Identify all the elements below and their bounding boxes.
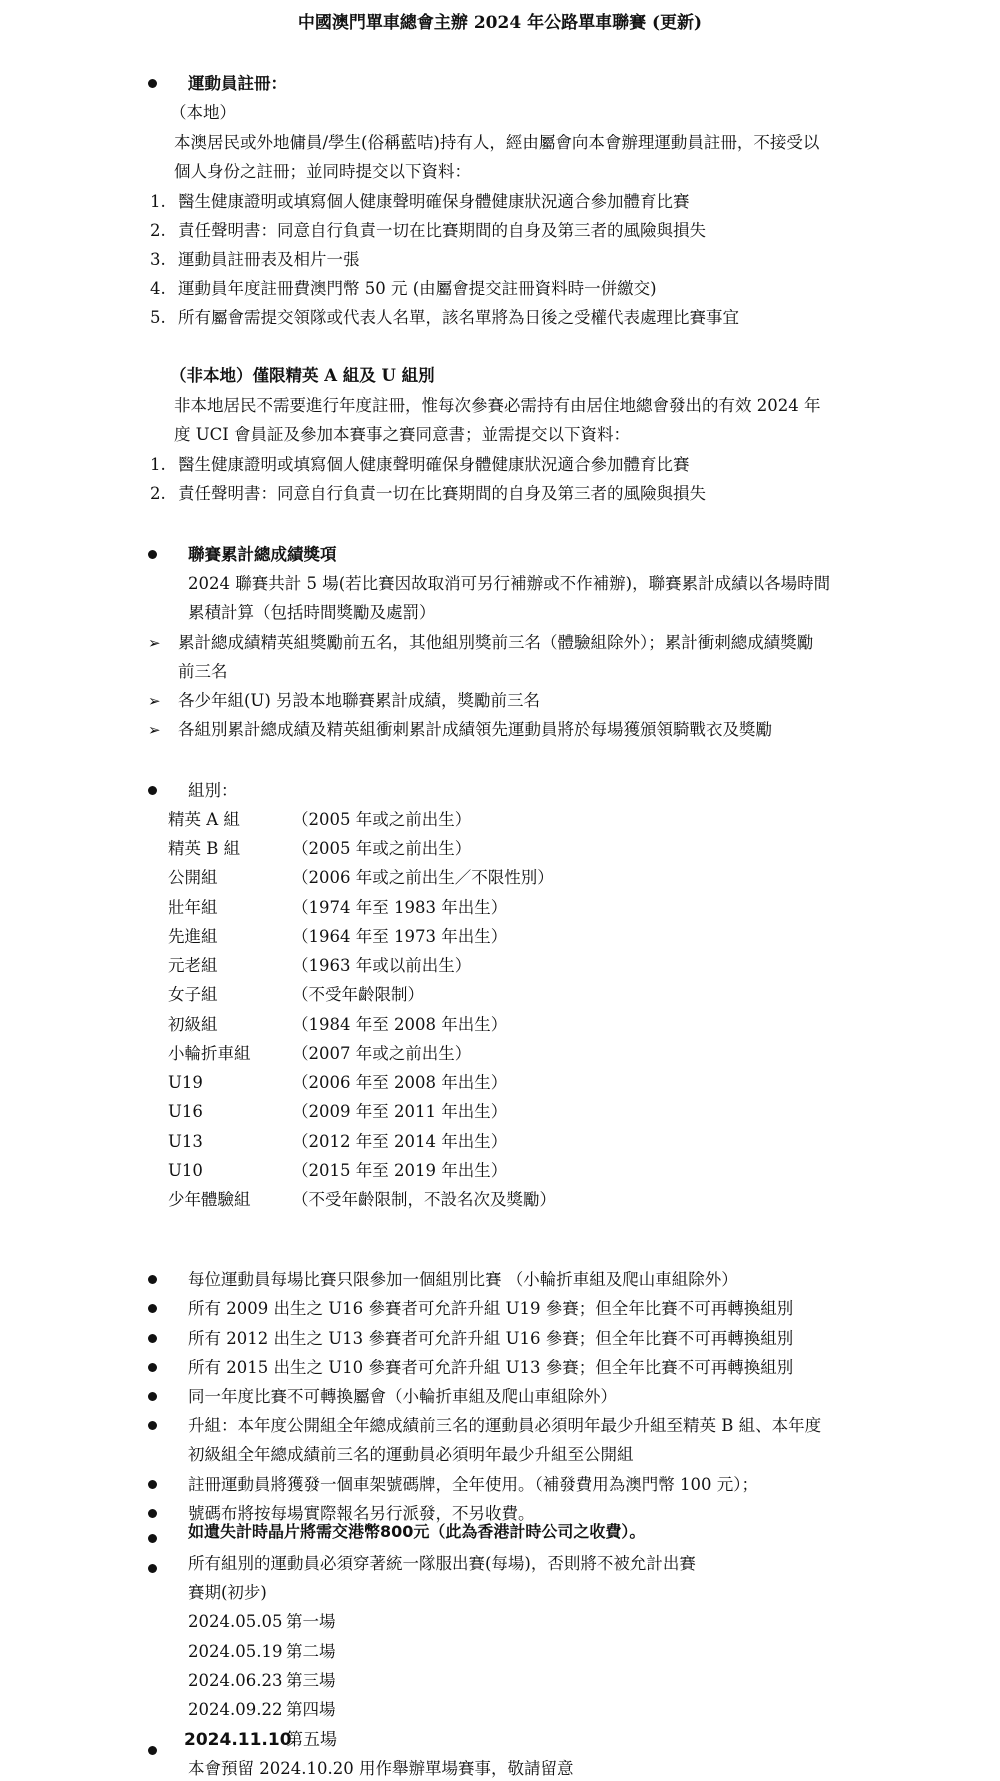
group-name: 初級組 bbox=[168, 1015, 218, 1034]
rule-5: 同一年度比賽不可轉換屬會（小輪折車組及爬山車組除外） bbox=[188, 1387, 617, 1406]
group-name: 元老組 bbox=[168, 956, 218, 975]
group-name: 先進組 bbox=[168, 927, 218, 946]
bullet-rule bbox=[148, 1534, 157, 1543]
registration-heading: 運動員註冊： bbox=[188, 74, 287, 93]
bullet-rule bbox=[148, 1363, 157, 1372]
arrow-icon: ➢ bbox=[148, 721, 161, 739]
race-name: 第五場 bbox=[286, 1730, 337, 1750]
rule-9: 如遺失計時晶片將需交港幣800元（此為香港計時公司之收費）。 bbox=[188, 1522, 646, 1541]
rule-8: 號碼布將按每場實際報名另行派發，不另收費。 bbox=[188, 1504, 535, 1523]
group-name: U16 bbox=[168, 1102, 203, 1121]
local-label: （本地） bbox=[170, 103, 236, 122]
rule-7: 註冊運動員將獲發一個車架號碼牌，全年使用。（補發費用為澳門幣 100 元）； bbox=[188, 1475, 758, 1494]
group-years: （2005 年或之前出生） bbox=[292, 810, 472, 829]
group-years: （2006 年至 2008 年出生） bbox=[292, 1073, 508, 1092]
bullet-rule bbox=[148, 1746, 157, 1755]
local-item-4-num: 4. bbox=[150, 279, 166, 298]
local-item-3-num: 3. bbox=[150, 250, 166, 269]
bullet-rule bbox=[148, 1421, 157, 1430]
bullet-rule bbox=[148, 1275, 157, 1284]
arrow-icon: ➢ bbox=[148, 692, 161, 710]
group-name: 女子組 bbox=[168, 985, 218, 1004]
group-years: （2012 年至 2014 年出生） bbox=[292, 1132, 508, 1151]
group-name: 精英 B 組 bbox=[168, 839, 241, 858]
rule-4: 所有 2015 出生之 U10 參賽者可允許升組 U13 參賽；但全年比賽不可再轉換組別 bbox=[188, 1358, 794, 1377]
schedule-note: 本會預留 2024.10.20 用作舉辦單場賽事，敬請留意 bbox=[188, 1759, 574, 1778]
bullet-rule bbox=[148, 1480, 157, 1489]
nonlocal-label: （非本地）僅限精英 A 組及 U 組別 bbox=[170, 366, 435, 385]
schedule-heading: 賽期(初步) bbox=[188, 1583, 267, 1602]
rule-2: 所有 2009 出生之 U16 參賽者可允許升組 U19 參賽；但全年比賽不可再轉換組別 bbox=[188, 1299, 794, 1318]
awards-point-1-line-2: 前三名 bbox=[178, 662, 228, 681]
local-item-1-num: 1. bbox=[150, 192, 166, 211]
bullet-registration bbox=[148, 79, 157, 88]
race-name: 第四場 bbox=[286, 1700, 336, 1719]
nonlocal-item-1-num: 1. bbox=[150, 455, 166, 474]
rule-3: 所有 2012 出生之 U13 參賽者可允許升組 U16 參賽；但全年比賽不可再轉換組別 bbox=[188, 1329, 794, 1348]
bullet-rule bbox=[148, 1304, 157, 1313]
nonlocal-item-2-num: 2. bbox=[150, 484, 166, 503]
page-title: 中國澳門單車總會主辦 2024 年公路單車聯賽 (更新) bbox=[297, 13, 703, 33]
awards-intro-line-2: 累積計算（包括時間獎勵及處罰） bbox=[188, 603, 436, 622]
arrow-icon: ➢ bbox=[148, 634, 161, 652]
group-years: （2009 年至 2011 年出生） bbox=[292, 1102, 508, 1121]
group-years: （2015 年至 2019 年出生） bbox=[292, 1161, 508, 1180]
group-name: 公開組 bbox=[168, 868, 218, 887]
group-name: 小輪折車組 bbox=[168, 1044, 251, 1063]
nonlocal-item-1: 醫生健康證明或填寫個人健康聲明確保身體健康狀況適合參加體育比賽 bbox=[178, 455, 690, 474]
group-years: （2006 年或之前出生／不限性別） bbox=[292, 868, 554, 887]
local-item-1: 醫生健康證明或填寫個人健康聲明確保身體健康狀況適合參加體育比賽 bbox=[178, 192, 690, 211]
rule-6-line-1: 升組：本年度公開組全年總成績前三名的運動員必須明年最少升組至精英 B 組、本年度 bbox=[188, 1416, 822, 1435]
awards-point-1-line-1: 累計總成績精英組獎勵前五名，其他組別獎前三名（體驗組除外）；累計衝刺總成績獎勵 bbox=[178, 633, 814, 652]
race-name: 第三場 bbox=[286, 1671, 336, 1690]
group-name: 壯年組 bbox=[168, 898, 218, 917]
bullet-groups bbox=[148, 786, 157, 795]
awards-heading: 聯賽累計總成績獎項 bbox=[188, 545, 337, 564]
group-name: U13 bbox=[168, 1132, 203, 1151]
group-name: U10 bbox=[168, 1161, 203, 1180]
awards-point-2: 各少年組(U) 另設本地聯賽累計成績，獎勵前三名 bbox=[178, 691, 541, 710]
local-item-2: 責任聲明書：同意自行負責一切在比賽期間的自身及第三者的風險與損失 bbox=[178, 221, 706, 240]
race-name: 第一場 bbox=[286, 1612, 336, 1631]
race-date: 2024.11.10 bbox=[184, 1730, 292, 1750]
groups-heading: 組別： bbox=[188, 781, 238, 800]
group-years: （2007 年或之前出生） bbox=[292, 1044, 472, 1063]
group-years: （2005 年或之前出生） bbox=[292, 839, 472, 858]
race-name: 第二場 bbox=[286, 1642, 336, 1661]
group-name: 精英 A 組 bbox=[168, 810, 240, 829]
nonlocal-intro-line-2: 度 UCI 會員証及參加本賽事之賽同意書；並需提交以下資料： bbox=[174, 425, 631, 444]
group-years: （1984 年至 2008 年出生） bbox=[292, 1015, 508, 1034]
local-intro-line-1: 本澳居民或外地傭員/學生(俗稱藍咭)持有人，經由屬會向本會辦理運動員註冊，不接受以 bbox=[174, 133, 820, 152]
local-item-4: 運動員年度註冊費澳門幣 50 元 (由屬會提交註冊資料時一併繳交) bbox=[178, 279, 657, 298]
local-intro-line-2: 個人身份之註冊；並同時提交以下資料： bbox=[174, 162, 471, 181]
rule-1: 每位運動員每場比賽只限參加一個組別比賽 （小輪折車組及爬山車組除外） bbox=[188, 1270, 738, 1289]
local-item-2-num: 2. bbox=[150, 221, 166, 240]
group-years: （1964 年至 1973 年出生） bbox=[292, 927, 508, 946]
race-date: 2024.06.23 bbox=[188, 1671, 283, 1690]
bullet-rule bbox=[148, 1564, 157, 1573]
race-date: 2024.05.05 bbox=[188, 1612, 283, 1631]
local-item-3: 運動員註冊表及相片一張 bbox=[178, 250, 360, 269]
nonlocal-item-2: 責任聲明書：同意自行負責一切在比賽期間的自身及第三者的風險與損失 bbox=[178, 484, 706, 503]
group-years: （不受年齡限制，不設名次及獎勵） bbox=[292, 1190, 556, 1209]
group-name: U19 bbox=[168, 1073, 203, 1092]
rule-10: 所有組別的運動員必須穿著統一隊服出賽(每場)，否則將不被允計出賽 bbox=[188, 1554, 696, 1573]
group-name: 少年體驗組 bbox=[168, 1190, 251, 1209]
bullet-rule bbox=[148, 1334, 157, 1343]
local-item-5: 所有屬會需提交領隊或代表人名單，該名單將為日後之受權代表處理比賽事宜 bbox=[178, 308, 739, 327]
bullet-rule bbox=[148, 1509, 157, 1518]
group-years: （不受年齡限制） bbox=[292, 985, 424, 1004]
rule-6-line-2: 初級組全年總成績前三名的運動員必須明年最少升組至公開組 bbox=[188, 1445, 634, 1464]
awards-intro-line-1: 2024 聯賽共計 5 場(若比賽因故取消可另行補辦或不作補辦)，聯賽累計成績以各場時間 bbox=[188, 574, 831, 593]
group-years: （1963 年或以前出生） bbox=[292, 956, 472, 975]
race-date: 2024.05.19 bbox=[188, 1642, 283, 1661]
awards-point-3: 各組別累計總成績及精英組衝刺累計成績領先運動員將於每場獲頒領騎戰衣及獎勵 bbox=[178, 720, 772, 739]
nonlocal-intro-line-1: 非本地居民不需要進行年度註冊，惟每次參賽必需持有由居住地總會發出的有效 2024 年 bbox=[174, 396, 821, 415]
local-item-5-num: 5. bbox=[150, 308, 166, 327]
bullet-rule bbox=[148, 1392, 157, 1401]
race-date: 2024.09.22 bbox=[188, 1700, 283, 1719]
bullet-awards bbox=[148, 550, 157, 559]
group-years: （1974 年至 1983 年出生） bbox=[292, 898, 508, 917]
